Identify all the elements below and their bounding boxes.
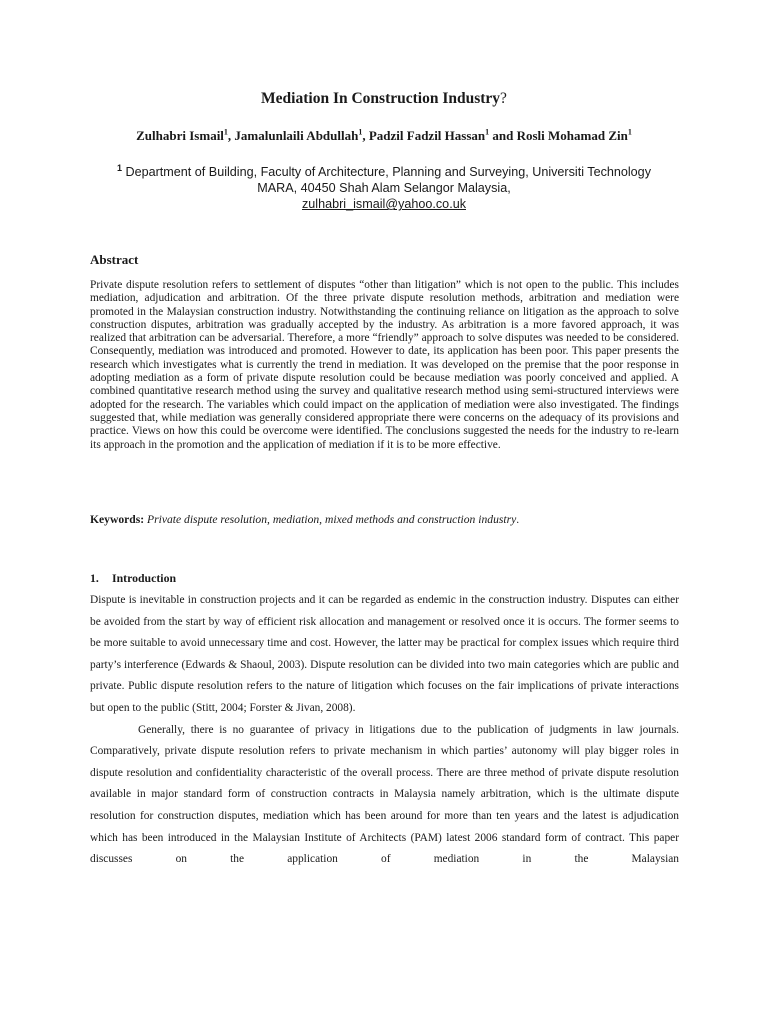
title-main: Mediation In Construction Industry <box>261 90 501 107</box>
author-separator: , <box>227 128 235 143</box>
introduction-body <box>90 590 679 871</box>
author-affiliation-mark: 1 <box>223 127 228 137</box>
author-separator: , <box>362 128 369 143</box>
keywords-label: Keywords: <box>90 513 145 526</box>
affiliation-line-1: Department of Building, Faculty of Architecture, Planning and Surveying, Universiti Technology <box>125 165 651 180</box>
section-heading-introduction <box>90 571 176 586</box>
author-name: Zulhabri Ismail <box>136 128 224 143</box>
author-list <box>0 128 768 144</box>
affiliation-line-2: MARA, 40450 Shah Alam Selangor Malaysia, <box>257 181 511 196</box>
section-number: 1. <box>90 571 99 585</box>
author-email-link[interactable]: zulhabri_ismail@yahoo.co.uk <box>302 197 466 212</box>
author-name: Padzil Fadzil Hassan <box>368 128 486 143</box>
affiliation-mark: 1 <box>116 163 122 173</box>
keywords-text: Private dispute resolution, mediation, mixed methods and construction industry <box>147 513 517 526</box>
abstract-text: Private dispute resolution refers to settlement of disputes “other than litigation” which is not open to the public. This includes mediation, adjudication and arbitration. Of the three private dispute resolution methods, arbitration and mediation were promoted in the Malaysian construction industry. Notwithstanding the continuing reliance on litigation as the approach to solve construction disputes, arbitration was gradually accepted by the industry. As arbitration is a more favored approach, it was realized that arbitration can be adversarial. Therefore, a more “friendly” approach to solve disputes was needed to be considered. Consequently, mediation was introduced and promoted. However to date, its application has been poor. This paper presents the research which investigates what is currently the trend in mediation. It was developed on the premise that the poor response in adopting mediation as a form of private dispute resolution could be because mediation was poorly conceived and applied. A combined quantitative research method using the survey and qualitative research method using semi-structured interviews were adopted for the research. The variables which could impact on the application of mediation were also investigated. The findings suggested that, while mediation was generally considered appropriate there were concerns on the adequacy of its provisions and practice. Views on how this could be overcome were identified. The conclusions suggested the needs for the industry to re-learn its approach in the promotion and the application of mediation if it is to be more effective. <box>90 279 679 451</box>
author-affiliation-mark: 1 <box>358 127 363 137</box>
affiliation <box>60 160 708 212</box>
abstract-heading: Abstract <box>90 252 139 267</box>
introduction-paragraph-1: Dispute is inevitable in construction projects and it can be regarded as endemic in the construction industry. Disputes can either be avoided from the start by way of efficient risk allocation and management or resolved once it is occurs. The former seems to be more suitable to avoid unnecessary time and cost. However, the latter may be practical for complex issues which require third party’s interference (Edwards & Shaoul, 2003). Dispute resolution can be divided into two main categories which are public and private. Public dispute resolution refers to the nature of litigation which focuses on the fair implications of private interactions but open to the public (Stitt, 2004; Forster & Jivan, 2008). <box>90 594 679 714</box>
paper-title <box>0 90 768 108</box>
keywords-line <box>90 513 690 526</box>
section-title: Introduction <box>112 571 177 585</box>
author-affiliation-mark: 1 <box>485 127 490 137</box>
introduction-paragraph-2: Generally, there is no guarantee of privacy in litigations due to the publication of judgments in law journals. Comparatively, private dispute resolution refers to private mechanism in which parties’ autonomy will play bigger roles in dispute resolution and confidentiality characteristic of the overall process. There are three method of private dispute resolution available in major standard form of construction contracts in Malaysia namely arbitration, which is the ultimate dispute resolution for construction disputes, mediation which has been around for more than ten years and the latest is adjudication which has been introduced in the Malaysian Institute of Architects (PAM) latest 2006 standard form of contract. This paper discusses on the application of mediation in the Malaysian <box>90 723 679 866</box>
author-separator: and <box>489 128 517 143</box>
keywords-period: . <box>516 513 520 526</box>
title-question-mark: ? <box>500 90 507 107</box>
author-name: Rosli Mohamad Zin <box>516 128 628 143</box>
author-name: Jamalunlaili Abdullah <box>234 128 359 143</box>
author-affiliation-mark: 1 <box>627 127 632 137</box>
